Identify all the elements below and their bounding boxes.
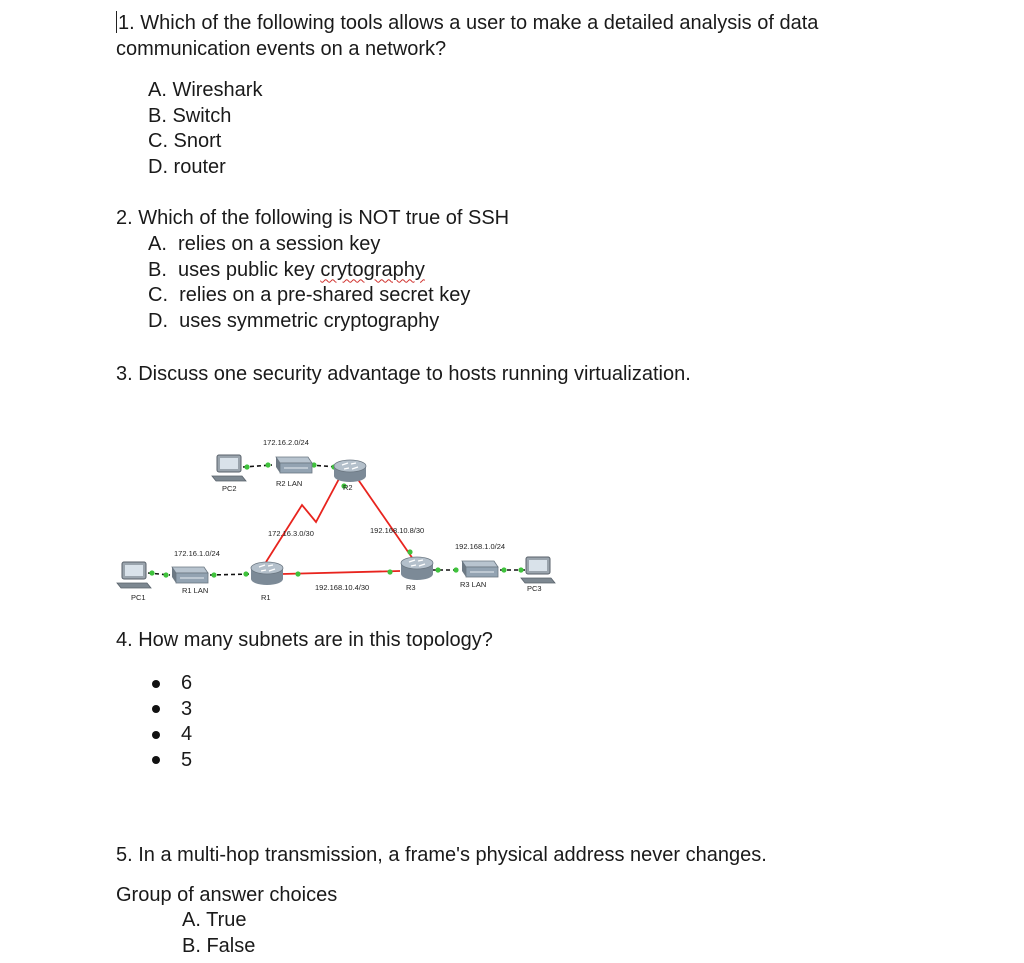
label-r1: R1: [261, 593, 271, 602]
label-subnet-r1-lan: 172.16.1.0/24: [174, 549, 220, 558]
r1-lan-switch-icon: [172, 567, 208, 583]
bullet-item: 3: [148, 697, 192, 723]
label-r2: R2: [343, 483, 353, 492]
pc3-icon: [521, 557, 555, 583]
option-1c: C. Snort: [148, 130, 222, 152]
label-subnet-r3-lan: 192.168.1.0/24: [455, 542, 506, 551]
option-2a: A. relies on a session key: [148, 233, 381, 255]
r3-lan-switch-icon: [462, 561, 498, 577]
r1-router-icon: [251, 562, 283, 585]
option-2c: C. relies on a pre-shared secret key: [148, 284, 471, 306]
question-4: 4. How many subnets are in this topology?: [116, 629, 493, 651]
label-subnet-r2-r3: 192.168.10.8/30: [370, 526, 425, 535]
option-1d: D. router: [148, 155, 226, 178]
question-5: 5. In a multi-hop transmission, a frame's physical address never changes.: [116, 844, 767, 866]
bullet-icon: [152, 705, 160, 713]
question-4-options: [148, 671, 192, 773]
label-subnet-r2-lan: 172.16.2.0/24: [263, 438, 309, 447]
label-pc2: PC2: [222, 484, 237, 493]
bullet-item: 6: [148, 671, 192, 697]
option-2b: B. uses public key crytography: [148, 258, 425, 281]
question-2: 2. Which of the following is NOT true of SSH: [116, 207, 510, 229]
option-5a: A. True: [182, 909, 247, 931]
option-2d: D. uses symmetric cryptography: [148, 309, 440, 332]
bullet-icon: [152, 731, 160, 739]
label-r1-lan: R1 LAN: [182, 586, 209, 595]
answer-choices-label: Group of answer choices: [116, 884, 338, 906]
bullet-icon: [152, 756, 160, 764]
label-r3: R3: [406, 583, 416, 592]
bullet-item: 4: [148, 722, 192, 748]
label-r3-lan: R3 LAN: [460, 580, 487, 589]
pc2-icon: [212, 455, 246, 481]
r3-router-icon: [401, 557, 433, 580]
question-1-line2: communication events on a network?: [116, 38, 447, 60]
question-1-line1: Which of the following tools allows a user to make a detailed analysis of data: [140, 12, 819, 34]
links: [148, 465, 525, 575]
label-r2-lan: R2 LAN: [276, 479, 303, 488]
label-subnet-r1-r2: 172.16.3.0/30: [268, 529, 314, 538]
option-1b: B. Switch: [148, 104, 232, 127]
question-5-options: [182, 908, 255, 959]
label-pc3: PC3: [527, 584, 542, 593]
option-5b: B. False: [182, 934, 256, 957]
bullet-item: 5: [148, 748, 192, 774]
label-pc1: PC1: [131, 593, 146, 602]
question-1-number: 1.: [118, 12, 135, 34]
label-subnet-r1-r3: 192.168.10.4/30: [315, 583, 370, 592]
misspelled-word: crytography: [320, 258, 425, 281]
link-r1-r2: [266, 477, 340, 562]
link-r2-r3: [357, 478, 413, 559]
bullet-icon: [152, 680, 160, 688]
pc1-icon: [117, 562, 151, 588]
option-1a: A. Wireshark: [148, 79, 263, 101]
r2-router-icon: [334, 460, 366, 482]
r2-lan-switch-icon: [276, 457, 312, 473]
link-status-dots: [149, 462, 523, 577]
question-3: 3. Discuss one security advantage to hosts running virtualization.: [116, 363, 691, 385]
